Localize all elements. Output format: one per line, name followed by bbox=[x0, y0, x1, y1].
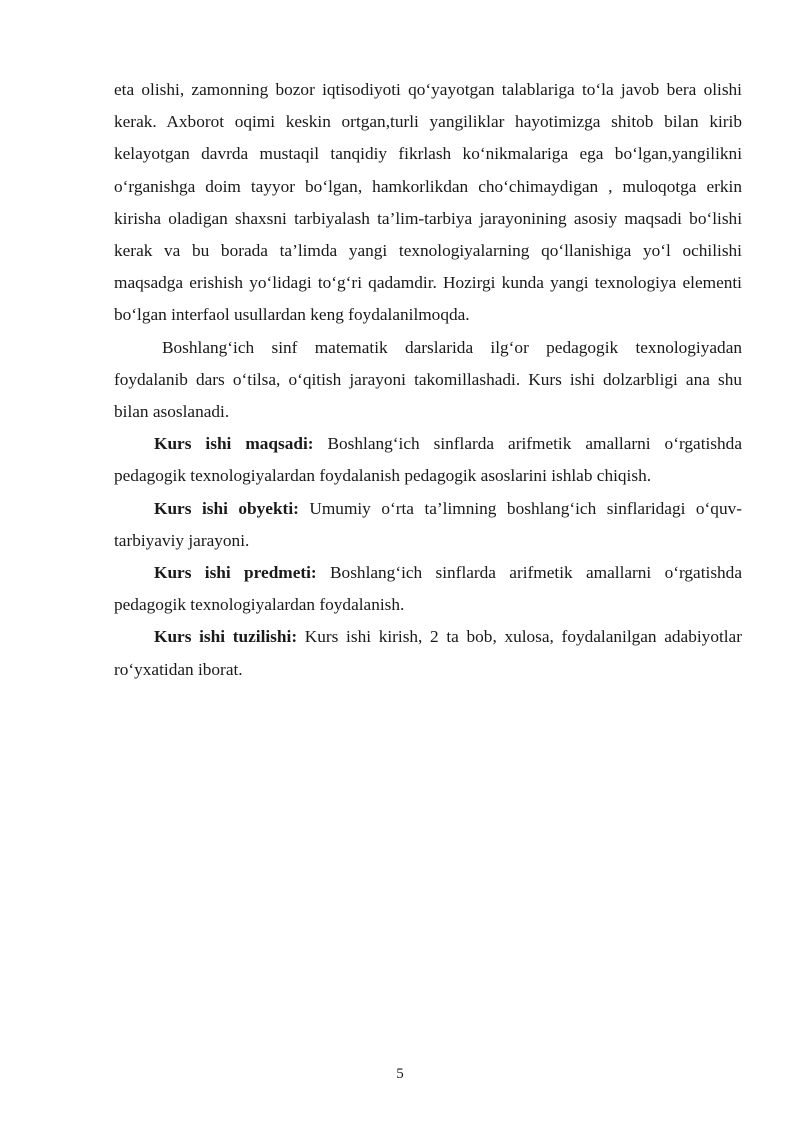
document-body bbox=[114, 74, 742, 686]
body-paragraph bbox=[114, 332, 742, 429]
section-text: Boshlang‘ich sinflarda arifmetik amallarni o‘rgatishda pedagogik texnologiyalardan foydalanish pedagogik asoslarini ishlab chiqish. bbox=[114, 434, 742, 486]
section-maqsadi bbox=[114, 428, 742, 492]
section-obyekti bbox=[114, 493, 742, 557]
paragraph-text: Boshlang‘ich sinf matematik darslarida ilg‘or pedagogik texnologiyadan foydalanib dars o‘tilsa, o‘qitish jarayoni takomillashadi. Kurs ishi dolzarbligi ana shu bilan asoslanadi. bbox=[114, 337, 742, 422]
section-label: Kurs ishi obyekti: bbox=[154, 498, 299, 518]
section-text: Umumiy o‘rta ta’limning boshlang‘ich sinflaridagi o‘quv-tarbiyaviy jarayoni. bbox=[114, 498, 742, 550]
section-predmeti bbox=[114, 557, 742, 621]
section-label: Kurs ishi maqsadi: bbox=[154, 434, 314, 454]
section-label: Kurs ishi tuzilishi: bbox=[154, 627, 298, 647]
section-text: Boshlang‘ich sinflarda arifmetik amallarni o‘rgatishda pedagogik texnologiyalardan foydalanish. bbox=[114, 563, 742, 615]
page-number: 5 bbox=[396, 1066, 404, 1082]
section-text: Kurs ishi kirish, 2 ta bob, xulosa, foydalanilgan adabiyotlar ro‘yxatidan iborat. bbox=[114, 627, 742, 679]
body-paragraph bbox=[114, 74, 742, 332]
section-label: Kurs ishi predmeti: bbox=[154, 563, 317, 583]
paragraph-text: eta olishi, zamonning bozor iqtisodiyoti qo‘yayotgan talablariga to‘la javob bera olishi kerak. Axborot oqimi keskin ortgan,turli yangiliklar hayotimizga shitob bilan kirib kelayotgan davrda mustaqil tanqidiy fikrlash ko‘nikmalariga ega bo‘lgan,yangilikni o‘rganishga doim tayyor bo‘lgan, hamkorlikdan cho‘chimaydigan , muloqotga erkin kirisha oladigan shaxsni tarbiyalash ta’lim-tarbiya jarayonining asosiy maqsadi bo‘lishi kerak va bu borada ta’limda yangi texnologiyalarning qo‘llanishiga yo‘l ochilishi maqsadga erishish yo‘lidagi to‘g‘ri qadamdir. Hozirgi kunda yangi texnologiya elementi bo‘lgan interfaol usullardan keng foydalanilmoqda. bbox=[114, 80, 742, 325]
section-tuzilishi bbox=[114, 621, 742, 685]
